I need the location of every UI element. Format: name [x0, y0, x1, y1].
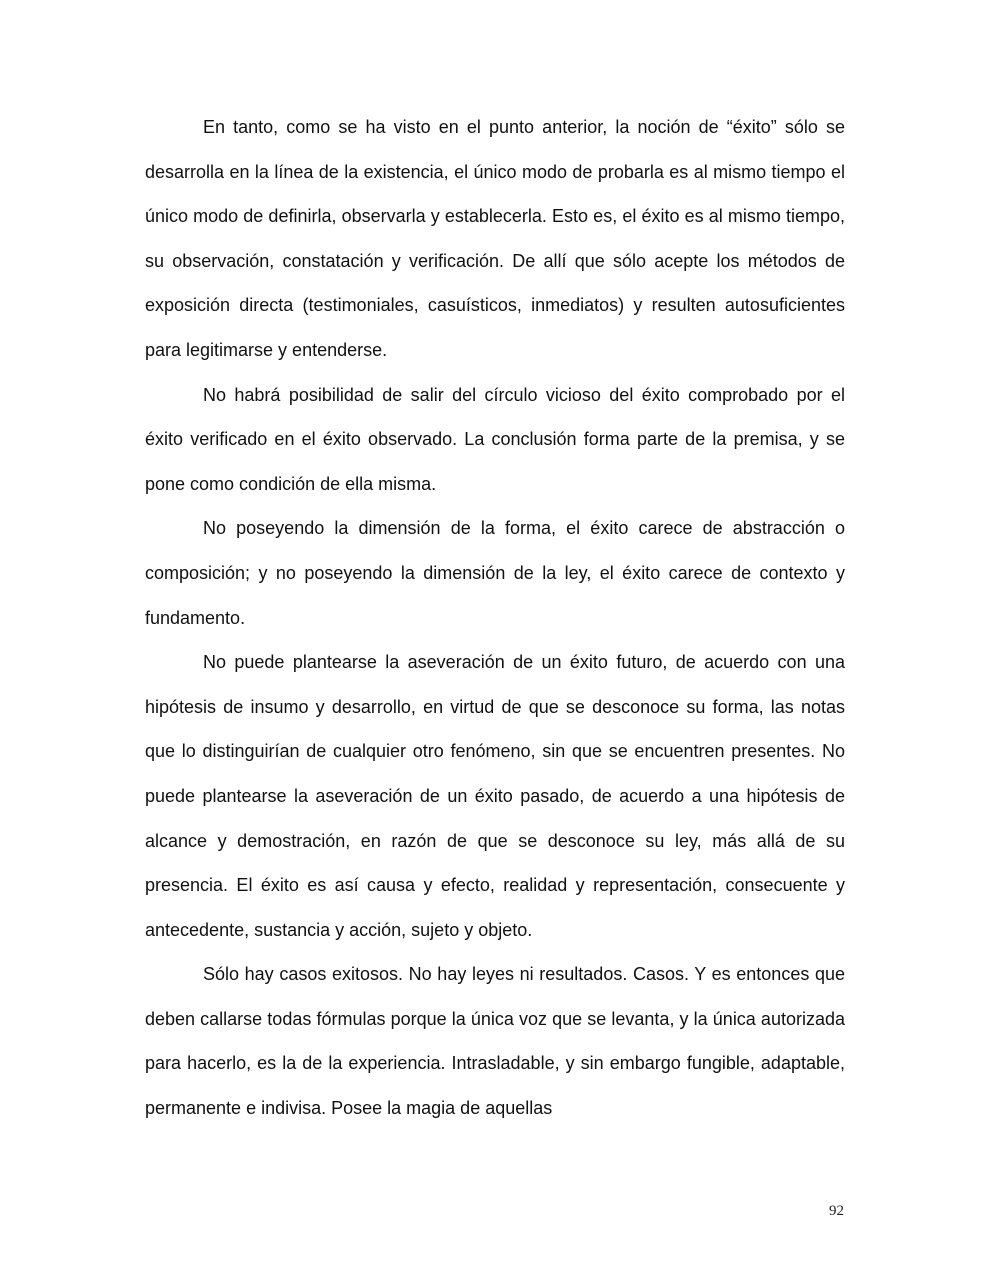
page-number: 92	[829, 1203, 844, 1219]
paragraph-2: No habrá posibilidad de salir del círculo vicioso del éxito comprobado por el éxito verificado en el éxito observado. La conclusión forma parte de la premisa, y se pone como condición de ella misma.	[145, 384, 845, 494]
paragraph-5: Sólo hay casos exitosos. No hay leyes ni resultados. Casos. Y es entonces que deben callarse todas fórmulas porque la única voz que se levanta, y la única autorizada para hacerlo, es la de la experiencia. Intrasladable, y sin embargo fungible, adaptable, permanente e indivisa. Posee la magia de aquellas	[145, 964, 845, 1119]
paragraph-3: No poseyendo la dimensión de la forma, el éxito carece de abstracción o composición; y no poseyendo la dimensión de la ley, el éxito carece de contexto y fundamento.	[145, 518, 845, 628]
paragraph-4: No puede plantearse la aseveración de un éxito futuro, de acuerdo con una hipótesis de insumo y desarrollo, en virtud de que se desconoce su forma, las notas que lo distinguirían de cualquier otro fenómeno, sin que se encuentren presentes. No puede plantearse la aseveración de un éxito pasado, de acuerdo a una hipótesis de alcance y demostración, en razón de que se desconoce su ley, más allá de su presencia. El éxito es así causa y efecto, realidad y representación, consecuente y antecedente, sustancia y acción, sujeto y objeto.	[145, 652, 845, 940]
body-text	[145, 105, 845, 1131]
paragraph-1: En tanto, como se ha visto en el punto anterior, la noción de “éxito” sólo se desarrolla en la línea de la existencia, el único modo de probarla es al mismo tiempo el único modo de definirla, observarla y establecerla. Esto es, el éxito es al mismo tiempo, su observación, constatación y verificación. De allí que sólo acepte los métodos de exposición directa (testimoniales, casuísticos, inmediatos) y resulten autosuficientes para legitimarse y entenderse.	[145, 117, 845, 360]
